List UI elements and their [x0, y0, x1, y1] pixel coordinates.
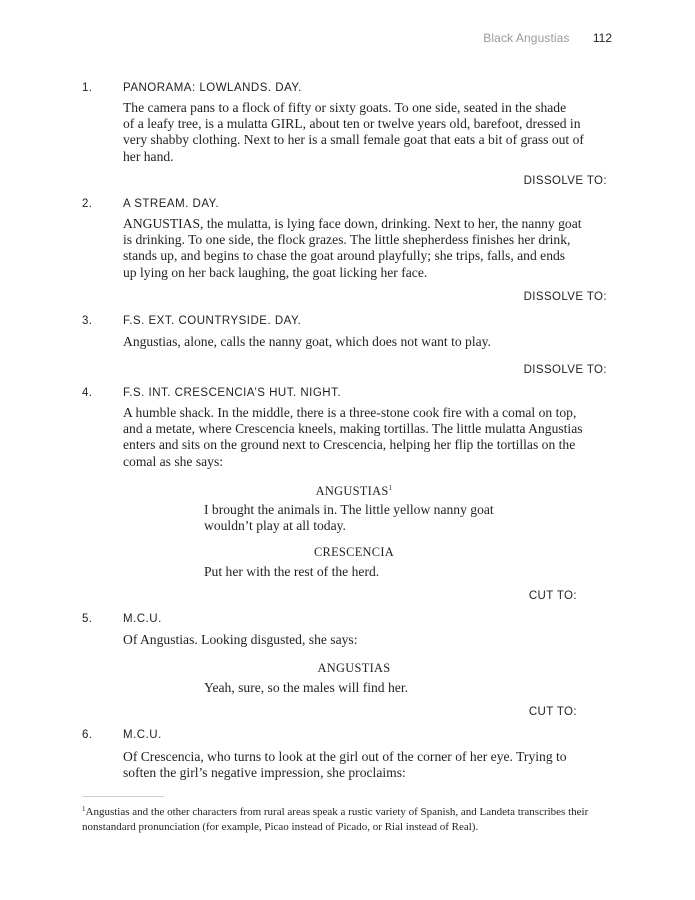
transition: CUT TO:	[528, 590, 577, 602]
footnote	[82, 802, 617, 835]
page-header	[483, 31, 612, 45]
dialogue-line: I brought the animals in. The little yellow nanny goat wouldn’t play at all today.	[204, 502, 494, 534]
action-text: Of Angustias. Looking disgusted, she says:	[123, 632, 358, 647]
page-number: 112	[592, 31, 612, 45]
dialogue-line: Put her with the rest of the herd.	[204, 564, 380, 579]
action-text: Angustias, alone, calls the nanny goat, which does not want to play.	[123, 334, 491, 349]
scene-heading: M.C.U.	[123, 613, 162, 625]
scene-heading: PANORAMA: LOWLANDS. DAY.	[123, 82, 302, 94]
character-name: CRESCENCIA	[313, 545, 395, 559]
transition: CUT TO:	[528, 706, 577, 718]
character-name	[204, 484, 504, 499]
scene-heading: A STREAM. DAY.	[123, 198, 220, 210]
action-text: ANGUSTIAS, the mulatta, is lying face down, drinking. Next to her, the nanny goat is drinking. To one side, the flock grazes. The little shepherdess finishes her drink, stands up, and begins to chase the goat around playfully; she trips, falls, and ends up lying on her back laughing, the goat licking her face.	[123, 216, 582, 280]
action-text: Of Crescencia, who turns to look at the girl out of the corner of her eye. Trying to soften the girl’s negative impression, she proclaims:	[123, 749, 567, 781]
character-name: ANGUSTIAS	[317, 661, 391, 675]
scene-number: 1.	[82, 82, 93, 94]
action-text: A humble shack. In the middle, there is a three-stone cook fire with a comal on top, and a metate, where Crescencia kneels, making tortillas. The little mulatta Angustias enters and sits on the ground next to Crescencia, helping her flip the tortillas on the comal as she says:	[123, 405, 583, 469]
action-text: The camera pans to a flock of fifty or sixty goats. To one side, seated in the shade of a leafy tree, is a mulatta GIRL, about ten or twelve years old, barefoot, dressed in very shabby clothing. Next to her is a small female goat that eats a bit of grass out of her hand.	[123, 100, 584, 164]
scene-number: 3.	[82, 315, 93, 327]
scene-heading: M.C.U.	[123, 729, 162, 741]
footnote-mark: 1	[82, 805, 86, 813]
transition: DISSOLVE TO:	[523, 291, 607, 303]
scene-heading: F.S. INT. CRESCENCIA’S HUT. NIGHT.	[123, 387, 342, 399]
dialogue-line: Yeah, sure, so the males will find her.	[204, 680, 409, 695]
footnote-text: Angustias and the other characters from rural areas speak a rustic variety of Spanish, and Landeta transcribes their nonstandard pronunciation (for example, Picao instead of Picado, or Rial instead of Real).	[82, 806, 589, 833]
transition: DISSOLVE TO:	[523, 175, 607, 187]
scene-number: 2.	[82, 198, 93, 210]
footnote-divider	[82, 796, 164, 797]
scene-number: 6.	[82, 729, 93, 741]
scene-heading: F.S. EXT. COUNTRYSIDE. DAY.	[123, 315, 302, 327]
scene-number: 5.	[82, 613, 93, 625]
footnote-reference: 1	[388, 484, 393, 492]
character-name-text: ANGUSTIAS	[315, 484, 389, 498]
transition: DISSOLVE TO:	[523, 364, 607, 376]
running-title: Black Angustias	[483, 31, 570, 45]
scene-number: 4.	[82, 387, 93, 399]
